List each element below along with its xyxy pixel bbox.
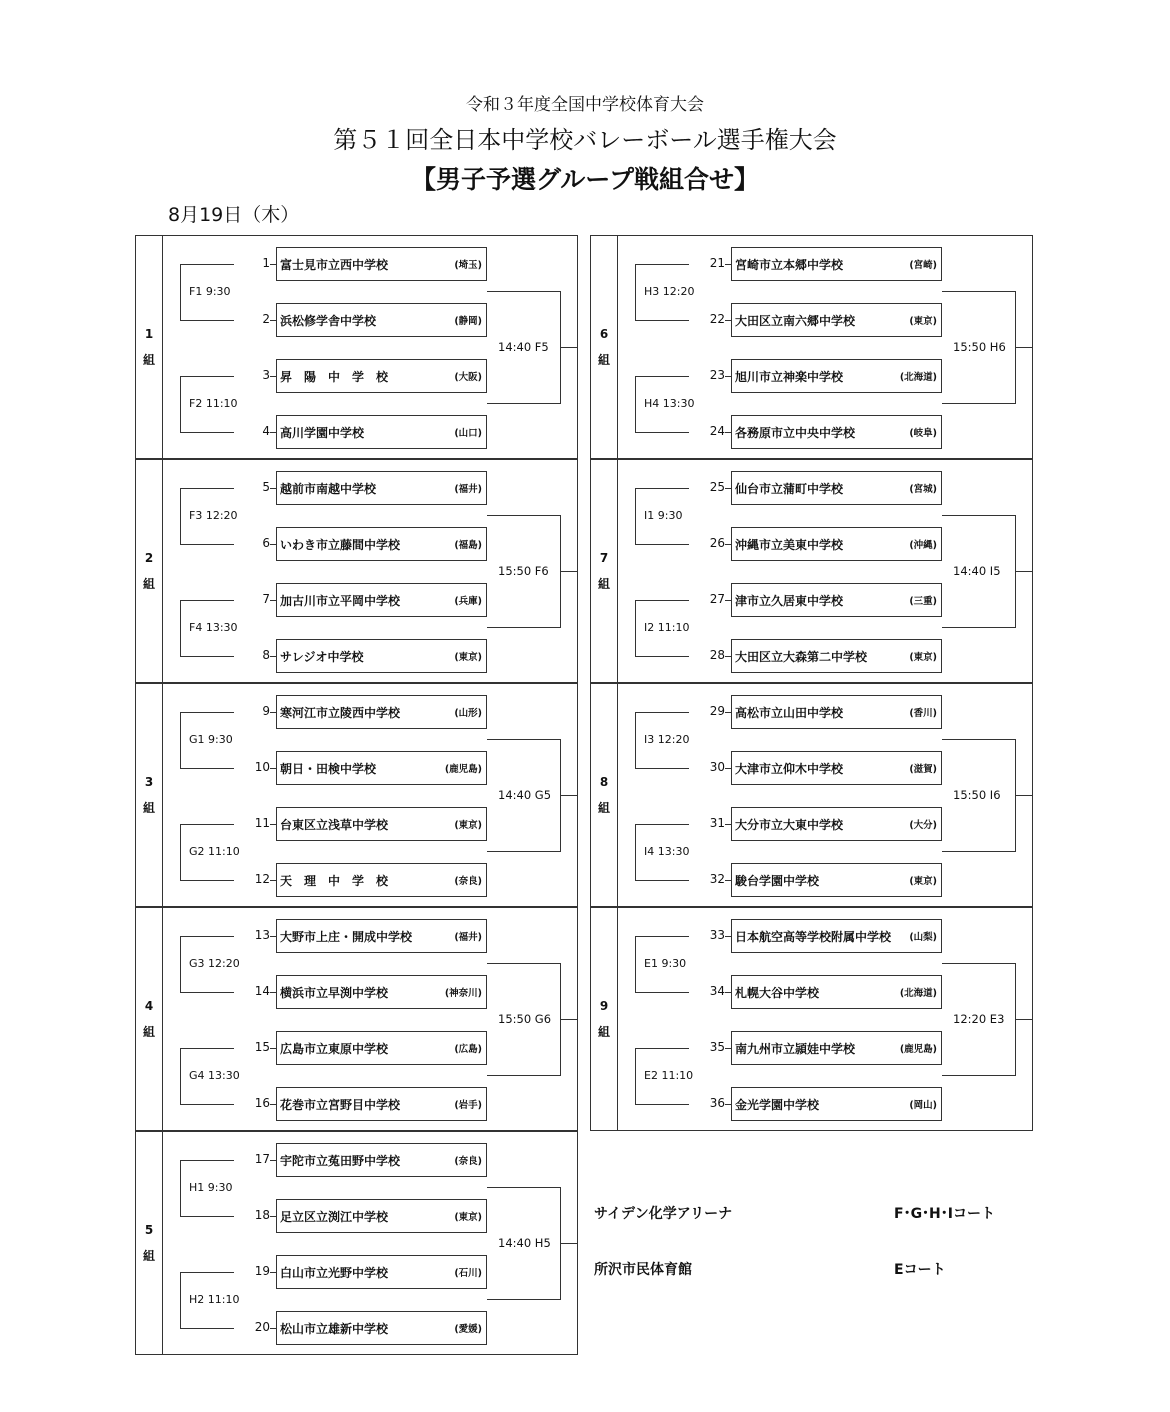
group-label <box>136 236 163 458</box>
team-prefecture: (三重) <box>909 596 937 607</box>
team-seed: 9 <box>234 704 270 718</box>
bracket-line <box>1015 571 1033 572</box>
team-prefecture: (鹿児島) <box>899 1044 937 1055</box>
team-box <box>276 863 487 897</box>
team-prefecture: (神奈川) <box>444 988 482 999</box>
match-label-1: H1 9:30 <box>186 1181 235 1195</box>
group-label <box>136 684 163 906</box>
group-number: 6 <box>599 327 609 341</box>
bracket-line <box>487 739 561 740</box>
team-seed: 7 <box>234 592 270 606</box>
final-match-label: 15:50 H6 <box>953 340 1006 354</box>
bracket-line <box>487 1299 561 1300</box>
group-suffix: 組 <box>142 1025 155 1039</box>
group-label <box>136 908 163 1130</box>
team-seed: 5 <box>234 480 270 494</box>
team-seed: 27 <box>689 592 725 606</box>
team-name: 富士見市立西中学校 <box>280 257 389 272</box>
match-label-1: G1 9:30 <box>186 733 236 747</box>
final-match-label: 12:20 E3 <box>953 1012 1005 1026</box>
match-label-2: H4 13:30 <box>641 397 697 411</box>
group-number: 5 <box>144 1223 154 1237</box>
team-prefecture: (石川) <box>454 1268 482 1279</box>
team-prefecture: (福井) <box>454 484 482 495</box>
team-box <box>276 1143 487 1177</box>
team-seed: 11 <box>234 816 270 830</box>
group-label <box>591 684 618 906</box>
team-name: 白山市立光野中学校 <box>280 1265 389 1280</box>
group-suffix: 組 <box>597 1025 610 1039</box>
group-7 <box>590 459 1033 683</box>
team-box <box>276 247 487 281</box>
bracket-line <box>487 1187 561 1188</box>
team-prefecture: (東京) <box>909 652 937 663</box>
match-label-2: H2 11:10 <box>186 1293 242 1307</box>
team-box <box>731 1031 942 1065</box>
team-box <box>731 415 942 449</box>
team-box <box>276 303 487 337</box>
team-name: 花巻市立宮野目中学校 <box>280 1097 401 1112</box>
bracket-line <box>560 1243 578 1244</box>
team-name: 高松市立山田中学校 <box>735 705 844 720</box>
team-prefecture: (福島) <box>454 540 482 551</box>
bracket-line <box>180 1048 181 1105</box>
bracket-line <box>180 376 181 433</box>
group-number: 4 <box>144 999 154 1013</box>
team-name: 広島市立東原中学校 <box>280 1041 389 1056</box>
team-seed: 18 <box>234 1208 270 1222</box>
team-prefecture: (山口) <box>454 428 482 439</box>
group-2 <box>135 459 578 683</box>
bracket-line <box>180 264 181 321</box>
match-label-2: I4 13:30 <box>641 845 692 859</box>
team-name: 足立区立渕江中学校 <box>280 1209 389 1224</box>
group-number: 8 <box>599 775 609 789</box>
team-box <box>276 919 487 953</box>
team-name: 宮崎市立本郷中学校 <box>735 257 844 272</box>
team-prefecture: (鹿児島) <box>444 764 482 775</box>
team-prefecture: (愛媛) <box>454 1324 482 1335</box>
team-prefecture: (岩手) <box>454 1100 482 1111</box>
team-box <box>731 695 942 729</box>
venue-name-2: 所沢市民体育館 <box>594 1262 692 1278</box>
team-seed: 32 <box>689 872 725 886</box>
team-seed: 29 <box>689 704 725 718</box>
team-prefecture: (滋賀) <box>909 764 937 775</box>
bracket-line <box>180 936 181 993</box>
bracket-line <box>1015 795 1033 796</box>
bracket-line <box>635 264 636 321</box>
team-box <box>731 471 942 505</box>
team-name: 朝日・田検中学校 <box>280 761 377 776</box>
team-seed: 12 <box>234 872 270 886</box>
final-match-label: 14:40 H5 <box>498 1236 551 1250</box>
match-label-1: I3 12:20 <box>641 733 692 747</box>
bracket-title: 【男子予選グループ戦組合せ】 <box>410 165 759 194</box>
match-label-1: H3 12:20 <box>641 285 697 299</box>
team-box <box>276 1311 487 1345</box>
team-seed: 24 <box>689 424 725 438</box>
team-box <box>731 359 942 393</box>
team-box <box>276 415 487 449</box>
match-label-1: F3 12:20 <box>186 509 241 523</box>
team-seed: 26 <box>689 536 725 550</box>
team-name: 大分市立大東中学校 <box>735 817 844 832</box>
team-name: 日本航空高等学校附属中学校 <box>735 929 892 944</box>
team-box <box>276 527 487 561</box>
team-seed: 2 <box>234 312 270 326</box>
team-name: 大津市立仰木中学校 <box>735 761 844 776</box>
group-number: 9 <box>599 999 609 1013</box>
final-match-label: 14:40 G5 <box>498 788 552 802</box>
bracket-line <box>942 1075 1016 1076</box>
bracket-line <box>560 1019 578 1020</box>
team-prefecture: (宮崎) <box>909 260 937 271</box>
team-seed: 3 <box>234 368 270 382</box>
bracket-line <box>635 600 636 657</box>
final-match-label: 15:50 I6 <box>953 788 1001 802</box>
tournament-title: 第５１回全日本中学校バレーボール選手権大会 <box>333 126 837 154</box>
team-seed: 19 <box>234 1264 270 1278</box>
team-name: 仙台市立蒲町中学校 <box>735 481 844 496</box>
team-box <box>731 247 942 281</box>
group-8 <box>590 683 1033 907</box>
team-seed: 17 <box>234 1152 270 1166</box>
team-seed: 30 <box>689 760 725 774</box>
venue-name-1: サイデン化学アリーナ <box>594 1206 733 1222</box>
team-prefecture: (山形) <box>454 708 482 719</box>
team-prefecture: (大分) <box>909 820 937 831</box>
bracket-line <box>180 600 181 657</box>
group-suffix: 組 <box>142 801 155 815</box>
group-6 <box>590 235 1033 459</box>
team-box <box>276 975 487 1009</box>
bracket-line <box>487 1075 561 1076</box>
bracket-line <box>560 571 578 572</box>
team-box <box>276 471 487 505</box>
team-box <box>731 807 942 841</box>
match-label-1: I1 9:30 <box>641 509 685 523</box>
final-match-label: 15:50 G6 <box>498 1012 552 1026</box>
match-label-2: F4 13:30 <box>186 621 241 635</box>
team-seed: 4 <box>234 424 270 438</box>
team-name: 浜松修学舎中学校 <box>280 313 377 328</box>
bracket-line <box>1015 347 1033 348</box>
team-prefecture: (福井) <box>454 932 482 943</box>
team-seed: 25 <box>689 480 725 494</box>
team-name: 加古川市立平岡中学校 <box>280 593 401 608</box>
match-label-2: I2 11:10 <box>641 621 692 635</box>
team-seed: 15 <box>234 1040 270 1054</box>
team-box <box>731 751 942 785</box>
group-4 <box>135 907 578 1131</box>
team-seed: 23 <box>689 368 725 382</box>
team-name: 天 理 中 学 校 <box>280 873 389 888</box>
bracket-line <box>487 851 561 852</box>
team-box <box>731 639 942 673</box>
venue-courts-1: F･G･H･Iコート <box>894 1206 995 1222</box>
team-seed: 36 <box>689 1096 725 1110</box>
team-name: 各務原市立中央中学校 <box>735 425 856 440</box>
team-name: 金光学園中学校 <box>735 1097 820 1112</box>
final-match-label: 14:40 I5 <box>953 564 1001 578</box>
bracket-line <box>942 403 1016 404</box>
team-box <box>731 1087 942 1121</box>
team-name: 越前市南越中学校 <box>280 481 377 496</box>
team-name: 大田区立大森第二中学校 <box>735 649 868 664</box>
team-box <box>731 527 942 561</box>
team-box <box>731 303 942 337</box>
team-prefecture: (静岡) <box>454 316 482 327</box>
team-name: 南九州市立頴娃中学校 <box>735 1041 856 1056</box>
bracket-line <box>942 851 1016 852</box>
team-prefecture: (宮城) <box>909 484 937 495</box>
team-box <box>276 359 487 393</box>
group-5 <box>135 1131 578 1355</box>
team-name: 台東区立浅草中学校 <box>280 817 389 832</box>
team-name: サレジオ中学校 <box>280 649 364 664</box>
bracket-line <box>1015 1019 1033 1020</box>
group-1 <box>135 235 578 459</box>
match-date: 8月19日（木） <box>168 204 300 226</box>
team-name: 大田区立南六郷中学校 <box>735 313 856 328</box>
team-box <box>276 1087 487 1121</box>
team-seed: 16 <box>234 1096 270 1110</box>
bracket-line <box>635 488 636 545</box>
team-prefecture: (北海道) <box>899 988 937 999</box>
team-seed: 8 <box>234 648 270 662</box>
team-prefecture: (東京) <box>454 820 482 831</box>
team-name: いわき市立藤間中学校 <box>280 537 401 552</box>
match-label-1: E1 9:30 <box>641 957 689 971</box>
team-name: 昇 陽 中 学 校 <box>280 369 389 384</box>
group-label <box>591 908 618 1130</box>
bracket-line <box>560 795 578 796</box>
match-label-2: G2 11:10 <box>186 845 243 859</box>
final-match-label: 14:40 F5 <box>498 340 549 354</box>
bracket-line <box>635 936 636 993</box>
match-label-2: F2 11:10 <box>186 397 241 411</box>
team-box <box>276 695 487 729</box>
bracket-line <box>487 627 561 628</box>
team-name: 旭川市立神楽中学校 <box>735 369 844 384</box>
bracket-line <box>635 376 636 433</box>
bracket-line <box>942 739 1016 740</box>
team-name: 津市立久居東中学校 <box>735 593 844 608</box>
group-3 <box>135 683 578 907</box>
team-name: 松山市立雄新中学校 <box>280 1321 389 1336</box>
bracket-line <box>635 712 636 769</box>
group-label <box>136 460 163 682</box>
team-prefecture: (東京) <box>909 316 937 327</box>
team-prefecture: (香川) <box>909 708 937 719</box>
event-title: 令和３年度全国中学校体育大会 <box>466 95 704 115</box>
bracket-line <box>180 1160 181 1217</box>
team-seed: 20 <box>234 1320 270 1334</box>
team-seed: 33 <box>689 928 725 942</box>
team-name: 札幌大谷中学校 <box>735 985 820 1000</box>
team-seed: 13 <box>234 928 270 942</box>
team-box <box>276 583 487 617</box>
team-prefecture: (北海道) <box>899 372 937 383</box>
bracket-line <box>487 515 561 516</box>
team-seed: 21 <box>689 256 725 270</box>
team-seed: 28 <box>689 648 725 662</box>
group-number: 3 <box>144 775 154 789</box>
team-box <box>276 1199 487 1233</box>
group-label <box>591 460 618 682</box>
team-seed: 1 <box>234 256 270 270</box>
team-box <box>276 751 487 785</box>
team-box <box>731 919 942 953</box>
team-seed: 34 <box>689 984 725 998</box>
group-suffix: 組 <box>597 577 610 591</box>
team-seed: 14 <box>234 984 270 998</box>
bracket-line <box>560 347 578 348</box>
team-prefecture: (沖縄) <box>909 540 937 551</box>
group-suffix: 組 <box>597 801 610 815</box>
match-label-1: G3 12:20 <box>186 957 243 971</box>
team-box <box>276 807 487 841</box>
team-box <box>276 1255 487 1289</box>
team-prefecture: (兵庫) <box>454 596 482 607</box>
team-name: 寒河江市立陵西中学校 <box>280 705 401 720</box>
team-prefecture: (埼玉) <box>454 260 482 271</box>
bracket-line <box>180 488 181 545</box>
bracket-line <box>635 1048 636 1105</box>
bracket-line <box>180 712 181 769</box>
team-seed: 31 <box>689 816 725 830</box>
bracket-line <box>942 627 1016 628</box>
group-suffix: 組 <box>142 1249 155 1263</box>
bracket-line <box>180 1272 181 1329</box>
team-prefecture: (東京) <box>909 876 937 887</box>
match-label-2: E2 11:10 <box>641 1069 696 1083</box>
team-seed: 22 <box>689 312 725 326</box>
team-prefecture: (東京) <box>454 1212 482 1223</box>
group-number: 7 <box>599 551 609 565</box>
bracket-line <box>487 963 561 964</box>
team-name: 横浜市立早渕中学校 <box>280 985 389 1000</box>
group-label <box>136 1132 163 1354</box>
team-box <box>276 1031 487 1065</box>
team-seed: 10 <box>234 760 270 774</box>
team-box <box>276 639 487 673</box>
team-prefecture: (岐阜) <box>909 428 937 439</box>
group-suffix: 組 <box>142 353 155 367</box>
bracket-line <box>487 403 561 404</box>
bracket-line <box>635 824 636 881</box>
team-box <box>731 583 942 617</box>
bracket-line <box>942 515 1016 516</box>
group-number: 2 <box>144 551 154 565</box>
team-name: 宇陀市立菟田野中学校 <box>280 1153 401 1168</box>
team-prefecture: (大阪) <box>454 372 482 383</box>
bracket-line <box>487 291 561 292</box>
team-prefecture: (山梨) <box>909 932 937 943</box>
team-name: 駿台学園中学校 <box>735 873 820 888</box>
team-seed: 6 <box>234 536 270 550</box>
team-box <box>731 975 942 1009</box>
match-label-1: F1 9:30 <box>186 285 234 299</box>
team-prefecture: (広島) <box>454 1044 482 1055</box>
match-label-2: G4 13:30 <box>186 1069 243 1083</box>
venue-courts-2: Eコート <box>894 1262 946 1278</box>
final-match-label: 15:50 F6 <box>498 564 549 578</box>
group-label <box>591 236 618 458</box>
bracket-line <box>180 824 181 881</box>
team-prefecture: (岡山) <box>909 1100 937 1111</box>
team-prefecture: (東京) <box>454 652 482 663</box>
team-box <box>731 863 942 897</box>
bracket-line <box>942 291 1016 292</box>
group-suffix: 組 <box>142 577 155 591</box>
team-prefecture: (奈良) <box>454 876 482 887</box>
group-suffix: 組 <box>597 353 610 367</box>
team-name: 沖縄市立美東中学校 <box>735 537 844 552</box>
team-prefecture: (奈良) <box>454 1156 482 1167</box>
team-seed: 35 <box>689 1040 725 1054</box>
group-number: 1 <box>144 327 154 341</box>
team-name: 高川学園中学校 <box>280 425 365 440</box>
team-name: 大野市上庄・開成中学校 <box>280 929 413 944</box>
group-9 <box>590 907 1033 1131</box>
bracket-line <box>942 963 1016 964</box>
